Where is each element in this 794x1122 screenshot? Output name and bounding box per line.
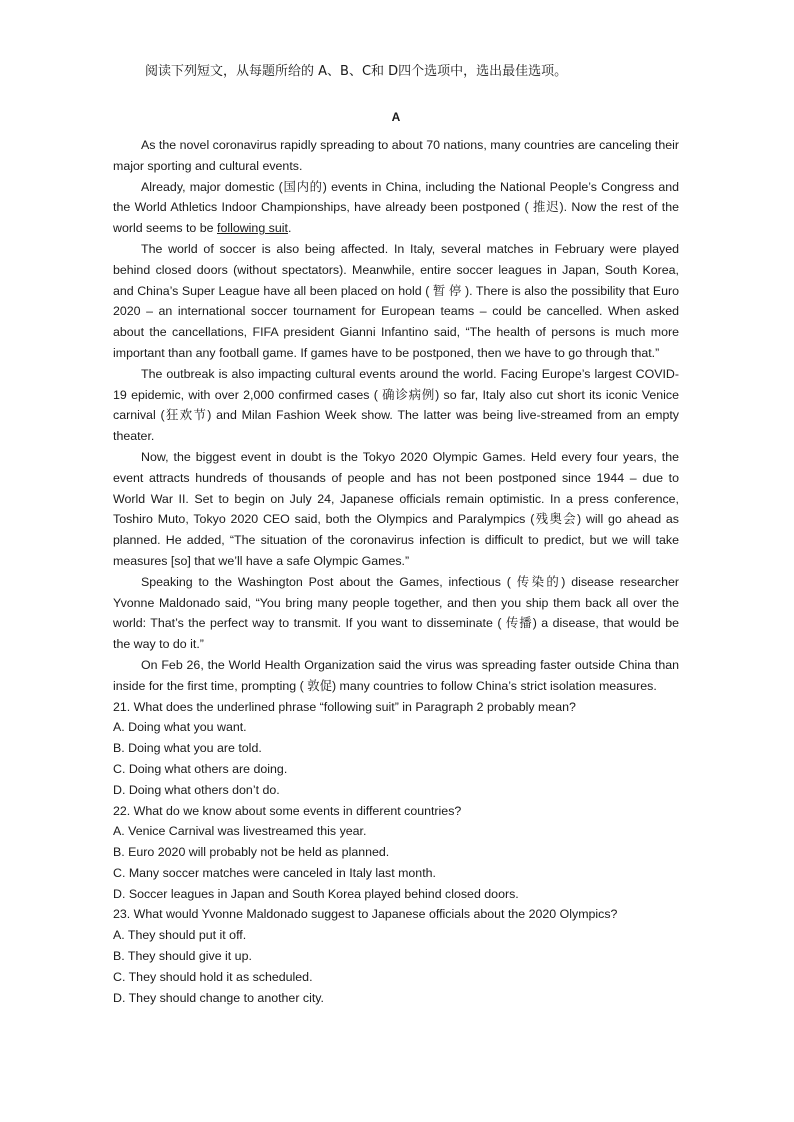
question-22 — [113, 801, 679, 905]
paragraph-text: The outbreak is also impacting cultural events around the world. Facing Europe’s largest COVID-19 epidemic, with over 2,000 confirmed cases ( 确诊病例) so far, Italy also cut short its iconic Venice carnival (狂欢节) and Milan Fashion Week show. The latter was being live-streamed from an empty theater. — [113, 366, 679, 444]
question-23 — [113, 904, 679, 1008]
option-a[interactable]: A. Doing what you want. — [113, 720, 247, 735]
option-c[interactable]: C. Doing what others are doing. — [113, 761, 288, 776]
paragraph-5 — [113, 447, 679, 572]
paragraph-text: The world of soccer is also being affected. In Italy, several matches in February were played behind closed doors (without spectators). Meanwhile, entire soccer leagues in Japan, South Korea, and China’s Super League have all been placed on hold ( 暂 停 ). There is also the possibility that Euro 2020 – an international soccer tournament for European teams – could be cancelled. When asked about the cancellations, FIFA president Gianni Infantino said, “The health of persons is much more important than any football game. If games have to be postponed, then we have to go through that.” — [113, 241, 679, 360]
paragraph-7 — [113, 655, 679, 697]
question-stem: 22. What do we know about some events in different countries? — [113, 803, 462, 818]
paragraph-text-tail: . — [287, 221, 292, 236]
option-b[interactable]: B. They should give it up. — [113, 949, 252, 964]
section-letter: A — [391, 110, 401, 124]
paragraph-text: On Feb 26, the World Health Organization said the virus was spreading faster outside China than inside for the first time, prompting ( 敦促) many countries to follow China’s strict isolation measures. — [113, 657, 679, 693]
question-stem: 23. What would Yvonne Maldonado suggest to Japanese officials about the 2020 Olympics? — [113, 907, 618, 922]
paragraph-text: Already, major domestic (国内的) events in China, including the National People’s Congress and the World Athletics Indoor Championships, have already been postponed ( 推迟). Now the rest of the world seems to be — [113, 179, 679, 236]
option-b[interactable]: B. Euro 2020 will probably not be held as planned. — [113, 845, 390, 860]
option-d[interactable]: D. They should change to another city. — [113, 990, 324, 1005]
paragraph-text: Now, the biggest event in doubt is the Tokyo 2020 Olympic Games. Held every four years, the event attracts hundreds of thousands of people and has not been postponed since 1944 – due to World War II. Set to begin on July 24, Japanese officials remain optimistic. In a press conference, Toshiro Muto, Tokyo 2020 CEO said, both the Olympics and Paralympics (残奥会) will go ahead as planned. He added, “The situation of the coronavirus infection is difficult to predict, but we will take measures [so] that we’ll have a safe Olympic Games.” — [113, 449, 679, 568]
option-d[interactable]: D. Soccer leagues in Japan and South Korea played behind closed doors. — [113, 886, 519, 901]
paragraph-4 — [113, 364, 679, 447]
paragraph-text: Speaking to the Washington Post about the Games, infectious ( 传染的) disease researcher Yvonne Maldonado said, “You bring many people together, and then you ship them back all over the world: That’s the perfect way to transmit. If you want to disseminate ( 传播) a disease, that would be the way to do it.” — [113, 574, 679, 652]
option-c[interactable]: C. They should hold it as scheduled. — [113, 969, 313, 984]
question-21 — [113, 697, 679, 801]
paragraph-6 — [113, 572, 679, 655]
option-c[interactable]: C. Many soccer matches were canceled in Italy last month. — [113, 865, 436, 880]
option-d[interactable]: D. Doing what others don’t do. — [113, 782, 280, 797]
option-a[interactable]: A. They should put it off. — [113, 928, 247, 943]
underlined-phrase: following suit — [217, 221, 288, 236]
paragraph-2 — [113, 177, 679, 239]
paragraph-1 — [113, 135, 679, 177]
paragraph-3 — [113, 239, 679, 364]
question-stem: 21. What does the underlined phrase “following suit” in Paragraph 2 probably mean? — [113, 699, 576, 714]
paragraph-text: As the novel coronavirus rapidly spreading to about 70 nations, many countries are canceling their major sporting and cultural events. — [113, 138, 679, 173]
reading-passage — [113, 135, 679, 1008]
option-b[interactable]: B. Doing what you are told. — [113, 741, 262, 756]
option-a[interactable]: A. Venice Carnival was livestreamed this year. — [113, 824, 367, 839]
instruction-text: 阅读下列短文，从每题所给的 A、B、C和 D四个选项中，选出最佳选项。 — [145, 64, 568, 79]
